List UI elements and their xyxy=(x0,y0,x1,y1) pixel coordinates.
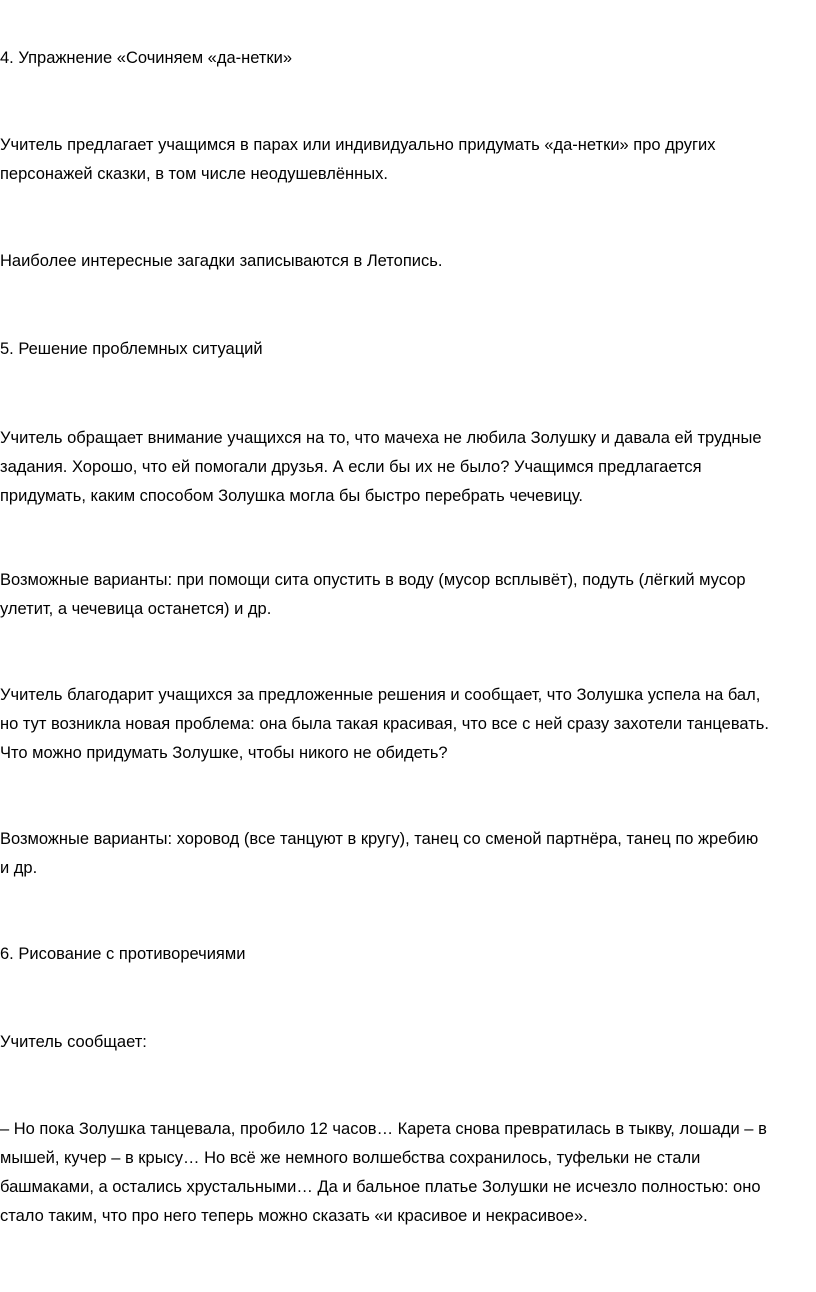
text-line: и др. xyxy=(0,859,38,877)
exercise-6-heading xyxy=(0,940,814,969)
text-line: Учитель сообщает: xyxy=(0,1033,147,1051)
lentil-options-paragraph xyxy=(0,566,814,624)
text-line: Учитель обращает внимание учащихся на то, что мачеха не любила Золушку и давала ей трудные xyxy=(0,429,762,447)
lentil-task-paragraph xyxy=(0,424,814,511)
text-line: Учитель благодарит учащихся за предложенные решения и сообщает, что Золушка успела на бал, xyxy=(0,686,761,704)
text-line: задания. Хорошо, что ей помогали друзья. А если бы их не было? Учащимся предлагается xyxy=(0,458,702,476)
text-line: персонажей сказки, в том числе неодушевлённых. xyxy=(0,165,388,183)
text-line: – Но пока Золушка танцевала, пробило 12 часов… Карета снова превратилась в тыкву, лошади – в xyxy=(0,1120,767,1138)
text-line: 6. Рисование с противоречиями xyxy=(0,945,246,963)
dance-options-paragraph xyxy=(0,825,814,883)
midnight-story-paragraph xyxy=(0,1115,814,1231)
exercise-4-paragraph xyxy=(0,131,814,189)
exercise-4-heading xyxy=(0,44,814,73)
text-line: Учитель предлагает учащимся в парах или индивидуально придумать «да-нетки» про других xyxy=(0,136,716,154)
text-line: улетит, а чечевица останется) и др. xyxy=(0,600,272,618)
text-line: Возможные варианты: хоровод (все танцуют в кругу), танец со сменой партнёра, танец по жребию xyxy=(0,830,759,848)
text-line: придумать, каким способом Золушка могла бы быстро перебрать чечевицу. xyxy=(0,487,583,505)
dance-problem-paragraph xyxy=(0,681,814,768)
text-line: Наиболее интересные загадки записываются в Летопись. xyxy=(0,252,443,270)
text-line: Что можно придумать Золушке, чтобы никого не обидеть? xyxy=(0,744,448,762)
text-line: 5. Решение проблемных ситуаций xyxy=(0,340,263,358)
exercise-5-heading xyxy=(0,335,814,364)
text-line: 4. Упражнение «Сочиняем «да-нетки» xyxy=(0,49,293,67)
text-line: Возможные варианты: при помощи сита опустить в воду (мусор всплывёт), подуть (лёгкий мусор xyxy=(0,571,746,589)
teacher-says-line xyxy=(0,1028,814,1057)
text-line: стало таким, что про него теперь можно сказать «и красивое и некрасивое». xyxy=(0,1207,588,1225)
chronicle-paragraph xyxy=(0,247,814,276)
text-line: башмаками, а остались хрустальными… Да и бальное платье Золушки не исчезло полностью: оно xyxy=(0,1178,761,1196)
text-line: мышей, кучер – в крысу… Но всё же немного волшебства сохранилось, туфельки не стали xyxy=(0,1149,701,1167)
text-line: но тут возникла новая проблема: она была такая красивая, что все с ней сразу захотели танцевать. xyxy=(0,715,769,733)
